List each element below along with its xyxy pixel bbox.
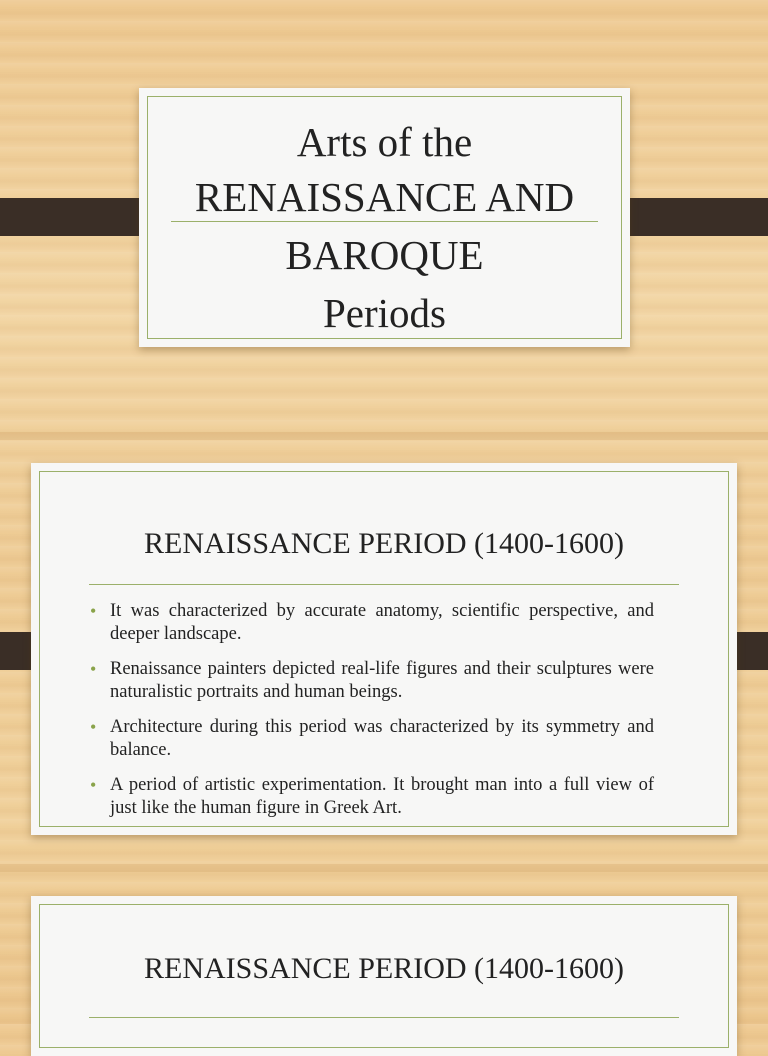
bullet-text: It was characterized by accurate anatomy, scientific perspective, and deeper landscape.: [110, 601, 654, 644]
title-slide-card: [139, 88, 630, 347]
bullet-icon: •: [90, 775, 97, 795]
bullet-list: [88, 600, 654, 832]
slide-separator: [0, 432, 768, 440]
content-slide-card: [31, 896, 737, 1056]
list-item: [88, 600, 654, 646]
bullet-icon: •: [90, 601, 97, 621]
bullet-icon: •: [90, 717, 97, 737]
bullet-icon: •: [90, 659, 97, 679]
list-item: [88, 774, 654, 820]
heading-divider: [89, 584, 679, 585]
bullet-text: Architecture during this period was characterized by its symmetry and balance.: [110, 717, 654, 760]
content-slide-card: [31, 463, 737, 835]
decor-bar-left: [0, 198, 156, 236]
list-item: [88, 716, 654, 762]
decor-bar-right: [612, 198, 768, 236]
slide-title-line-3: BAROQUE: [285, 232, 484, 278]
slide-title-line-1: Arts of the: [296, 119, 473, 165]
slide-title-line-2: RENAISSANCE AND: [194, 174, 575, 220]
bullet-text: A period of artistic experimentation. It brought man into a full view of just like the human figure in Greek Art.: [110, 775, 654, 818]
bullet-text: Renaissance painters depicted real-life figures and their sculptures were naturalistic portraits and human beings.: [110, 659, 654, 702]
title-divider: [171, 221, 598, 222]
slide-heading: RENAISSANCE PERIOD (1400-1600): [144, 527, 624, 560]
slide-heading: RENAISSANCE PERIOD (1400-1600): [144, 952, 624, 985]
heading-divider: [89, 1017, 679, 1018]
slide-separator: [0, 864, 768, 872]
list-item: [88, 658, 654, 704]
slide-title-line-4: Periods: [323, 290, 446, 336]
